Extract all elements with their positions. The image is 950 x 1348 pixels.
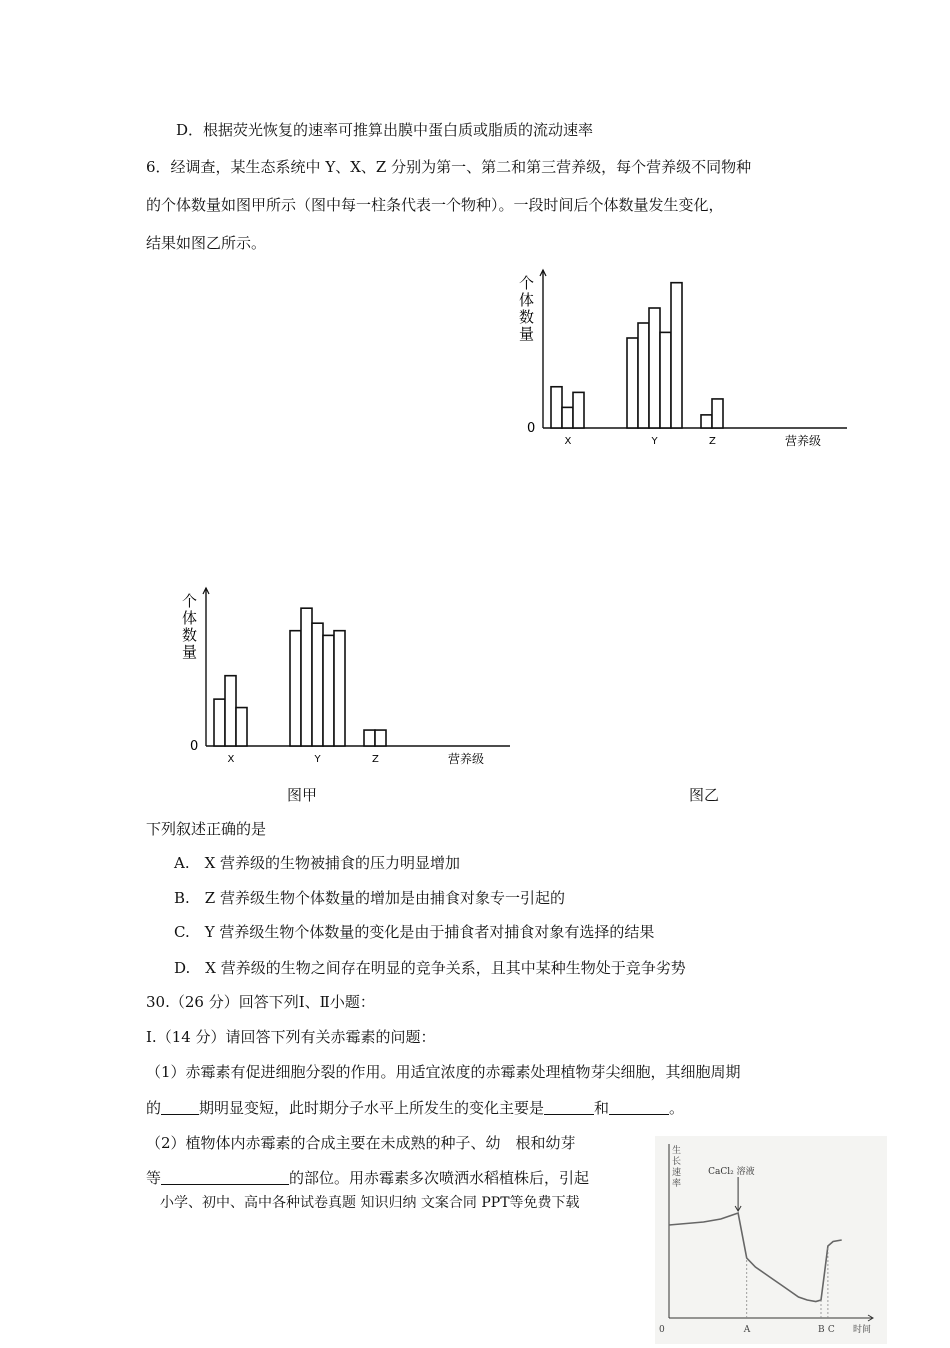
y-axis-label-char: 体	[519, 291, 535, 309]
annotation-label: CaCl₂ 溶液	[708, 1167, 755, 1177]
question-30: 30.（26 分）回答下列Ⅰ、Ⅱ小题：	[146, 993, 375, 1011]
bar-y	[334, 631, 345, 746]
x-tick-label: C	[827, 1325, 835, 1335]
growth-rate-figure	[655, 1136, 887, 1344]
x-tick-label: X	[564, 436, 572, 447]
y-axis-label-char: 生	[672, 1146, 682, 1156]
text-fragment: 。	[669, 1099, 685, 1117]
text-fragment: 的部位。用赤霉素多次喷洒水稻植株后，引起	[289, 1169, 590, 1187]
x-tick-label: X	[227, 754, 235, 765]
bar-y	[312, 623, 323, 746]
y-axis-label-char: 数	[519, 308, 535, 326]
part-1-line-b	[146, 1097, 684, 1118]
chart-jia-svg	[178, 580, 518, 770]
y-axis-label-char: 个	[182, 592, 198, 610]
text-fragment: 期明显变短，此时期分子水平上所发生的变化主要是	[199, 1099, 545, 1117]
bar-y	[671, 283, 682, 428]
part-i-heading: Ⅰ.（14 分）请回答下列有关赤霉素的问题：	[146, 1028, 436, 1046]
bar-y	[290, 631, 301, 746]
bar-x	[236, 708, 247, 746]
answer-blank-3[interactable]	[609, 1100, 669, 1115]
bar-y	[301, 608, 312, 746]
answer-blank-1[interactable]	[161, 1100, 199, 1115]
x-tick-label: Z	[709, 436, 716, 447]
question-ask: 下列叙述正确的是	[146, 820, 267, 838]
chart-yi	[515, 262, 855, 452]
option-c: C. Y 营养级生物个体数量的变化是由于捕食者对捕食对象有选择的结果	[174, 923, 655, 941]
bar-z	[364, 730, 375, 746]
bar-y	[323, 635, 334, 746]
answer-blank-2[interactable]	[544, 1100, 594, 1115]
growth-rate-svg	[655, 1136, 887, 1344]
bar-z	[712, 399, 723, 428]
bar-z	[375, 730, 386, 746]
footer-note: 小学、初中、高中各种试卷真题 知识归纳 文案合同 PPT等免费下载	[160, 1195, 580, 1211]
answer-blank-4[interactable]	[161, 1170, 289, 1185]
option-d: D. X 营养级的生物之间存在明显的竞争关系，且其中某种生物处于竞争劣势	[174, 959, 686, 977]
x-axis-label: 时间	[853, 1325, 872, 1335]
y-axis-label-char: 长	[672, 1157, 682, 1167]
y-axis-label-char: 量	[519, 325, 535, 343]
x-tick-label: B	[818, 1325, 825, 1335]
text-fragment: 的	[146, 1099, 162, 1117]
y-axis-label-char: 数	[182, 626, 198, 644]
question-6-line-3: 结果如图乙所示。	[146, 234, 267, 252]
x-axis-label: 营养级	[448, 752, 485, 766]
origin-label: 0	[527, 421, 536, 436]
x-tick-label: A	[743, 1325, 751, 1335]
part-2-line-a: （2）植物体内赤霉素的合成主要在未成熟的种子、幼 根和幼芽	[146, 1134, 576, 1152]
part-1-line-a: （1）赤霉素有促进细胞分裂的作用。用适宜浓度的赤霉素处理植物芽尖细胞，其细胞周期	[146, 1063, 741, 1081]
text-fragment: 等	[146, 1169, 162, 1187]
caption-jia: 图甲	[287, 786, 318, 804]
y-axis-label-char: 速	[672, 1168, 682, 1178]
y-axis-label-char: 率	[672, 1179, 682, 1189]
y-axis-label-char: 量	[182, 643, 198, 661]
text-fragment: 和	[594, 1099, 610, 1117]
bar-y	[638, 323, 649, 428]
x-tick-label: Y	[651, 436, 658, 447]
bar-y	[649, 308, 660, 428]
bar-x	[214, 699, 225, 746]
bar-z	[701, 415, 712, 428]
caption-yi: 图乙	[689, 786, 720, 804]
growth-rate-line	[669, 1213, 842, 1302]
y-axis-label-char: 个	[519, 274, 535, 292]
question-6-line-2: 的个体数量如图甲所示（图中每一柱条代表一个物种）。一段时间后个体数量发生变化，	[146, 196, 724, 214]
bar-x	[551, 387, 562, 428]
y-axis-label-char: 体	[182, 609, 198, 627]
x-tick-label: 0	[659, 1325, 665, 1335]
bar-x	[225, 676, 236, 746]
origin-label: 0	[190, 739, 199, 754]
x-axis-label: 营养级	[785, 434, 822, 448]
chart-jia	[178, 580, 518, 770]
chart-yi-svg	[515, 262, 855, 452]
bar-x	[573, 392, 584, 428]
x-tick-label: Y	[314, 754, 321, 765]
question-6-line-1: 6．经调查，某生态系统中 Y、X、Z 分别为第一、第二和第三营养级，每个营养级不同物种	[146, 158, 752, 176]
bar-y	[660, 332, 671, 428]
bar-y	[627, 338, 638, 428]
part-2-line-b	[146, 1167, 589, 1188]
option-d-previous: D．根据荧光恢复的速率可推算出膜中蛋白质或脂质的流动速率	[176, 121, 594, 139]
x-tick-label: Z	[372, 754, 379, 765]
option-a: A. X 营养级的生物被捕食的压力明显增加	[174, 854, 461, 872]
bar-x	[562, 407, 573, 428]
option-b: B. Z 营养级生物个体数量的增加是由捕食对象专一引起的	[174, 889, 565, 907]
